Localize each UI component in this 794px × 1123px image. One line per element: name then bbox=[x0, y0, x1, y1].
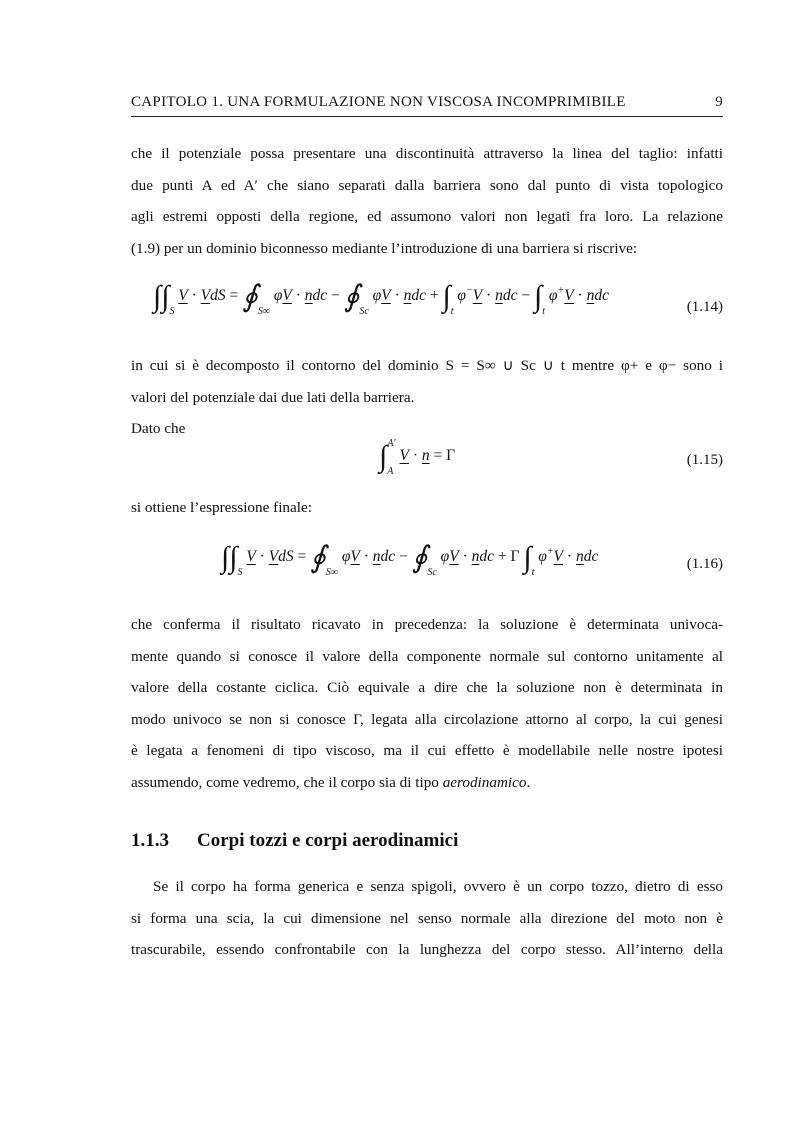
equation-number: (1.14) bbox=[686, 299, 723, 315]
section-heading bbox=[131, 830, 723, 852]
paragraph-2 bbox=[131, 350, 723, 445]
equation-1-15 bbox=[131, 438, 723, 498]
text-line: Se il corpo ha forma generica e senza spigoli, ovvero è un corpo tozzo, dietro di esso bbox=[153, 878, 723, 895]
paragraph-1 bbox=[131, 138, 723, 264]
page-number: 9 bbox=[715, 94, 723, 110]
text-line: Dato che bbox=[131, 420, 186, 437]
text-run: . bbox=[526, 773, 531, 791]
equation-number: (1.16) bbox=[686, 556, 723, 572]
text-line: in cui si è decomposto il contorno del dominio S = S∞ ∪ Sc ∪ t mentre φ+ e φ− sono i bbox=[131, 357, 723, 374]
text-line: mente quando si conosce il valore della componente normale sul contorno unitamente al bbox=[131, 647, 723, 665]
text-run: assumendo, come vedremo, che il corpo sia di tipo bbox=[131, 773, 443, 791]
equation-1-16 bbox=[131, 543, 723, 603]
text-line: è legata a fenomeni di tipo viscoso, ma il cui effetto è modellabile nelle nostre ipotesi bbox=[131, 742, 723, 759]
running-header bbox=[131, 94, 723, 116]
text-line: valori del potenziale dai due lati della barriera. bbox=[131, 388, 415, 406]
text-line: (1.9) per un dominio biconnesso mediante l’introduzione di una barriera si riscrive: bbox=[131, 239, 638, 257]
text-line: valore della costante ciclica. Ciò equivale a dire che la soluzione non è determinata in bbox=[131, 679, 723, 696]
text-line: che il potenziale possa presentare una discontinuità attraverso la linea del taglio: infatti bbox=[131, 145, 723, 162]
text-line: che conferma il risultato ricavato in precedenza: la soluzione è determinata univoca- bbox=[131, 616, 723, 633]
header-rule bbox=[131, 116, 723, 117]
section-number: 1.1.3 bbox=[131, 830, 169, 851]
paragraph-3 bbox=[131, 492, 723, 524]
equation-body: $\int\int_S$ V · VdS = $∮_{S\infty}$ φV · ndc − $∮_{Sc}$ φV · ndc + $\int_t$ φ−V · ndc − $\int_t$ φ+V · ndc bbox=[153, 280, 609, 317]
text-line: si ottiene l’espressione finale: bbox=[131, 499, 312, 516]
text-line: modo univoco se non si conosce Γ, legata alla circolazione attorno al corpo, la cui genesi bbox=[131, 710, 723, 728]
chapter-title: CAPITOLO 1. UNA FORMULAZIONE NON VISCOSA INCOMPRIMIBILE bbox=[131, 94, 626, 110]
paragraph-4 bbox=[131, 609, 723, 798]
equation-1-14 bbox=[131, 282, 723, 342]
equation-body: $\int_A^{A'}$ V · n = Γ bbox=[379, 438, 456, 477]
equation-body: $\int\int_S$ V · VdS = $∮_{S\infty}$ φV · ndc − $∮_{Sc}$ φV · ndc + Γ $\int_t$ φ+V · ndc bbox=[221, 541, 599, 578]
paragraph-5 bbox=[131, 871, 723, 966]
text-line bbox=[131, 767, 723, 799]
equation-number: (1.15) bbox=[686, 452, 723, 468]
section-title: Corpi tozzi e corpi aerodinamici bbox=[197, 830, 459, 851]
text-line: si forma una scia, la cui dimensione nel senso normale alla direzione del moto non è bbox=[131, 909, 723, 927]
text-line: agli estremi opposti della regione, ed assumono valori non legati fra loro. La relazione bbox=[131, 208, 723, 225]
text-line: due punti A ed A′ che siano separati dalla barriera sono dal punto di vista topologico bbox=[131, 176, 723, 194]
emphasis-aerodinamico: aerodinamico bbox=[442, 773, 527, 791]
text-line: trascurabile, essendo confrontabile con la lunghezza del corpo stesso. All’interno della bbox=[131, 941, 723, 958]
